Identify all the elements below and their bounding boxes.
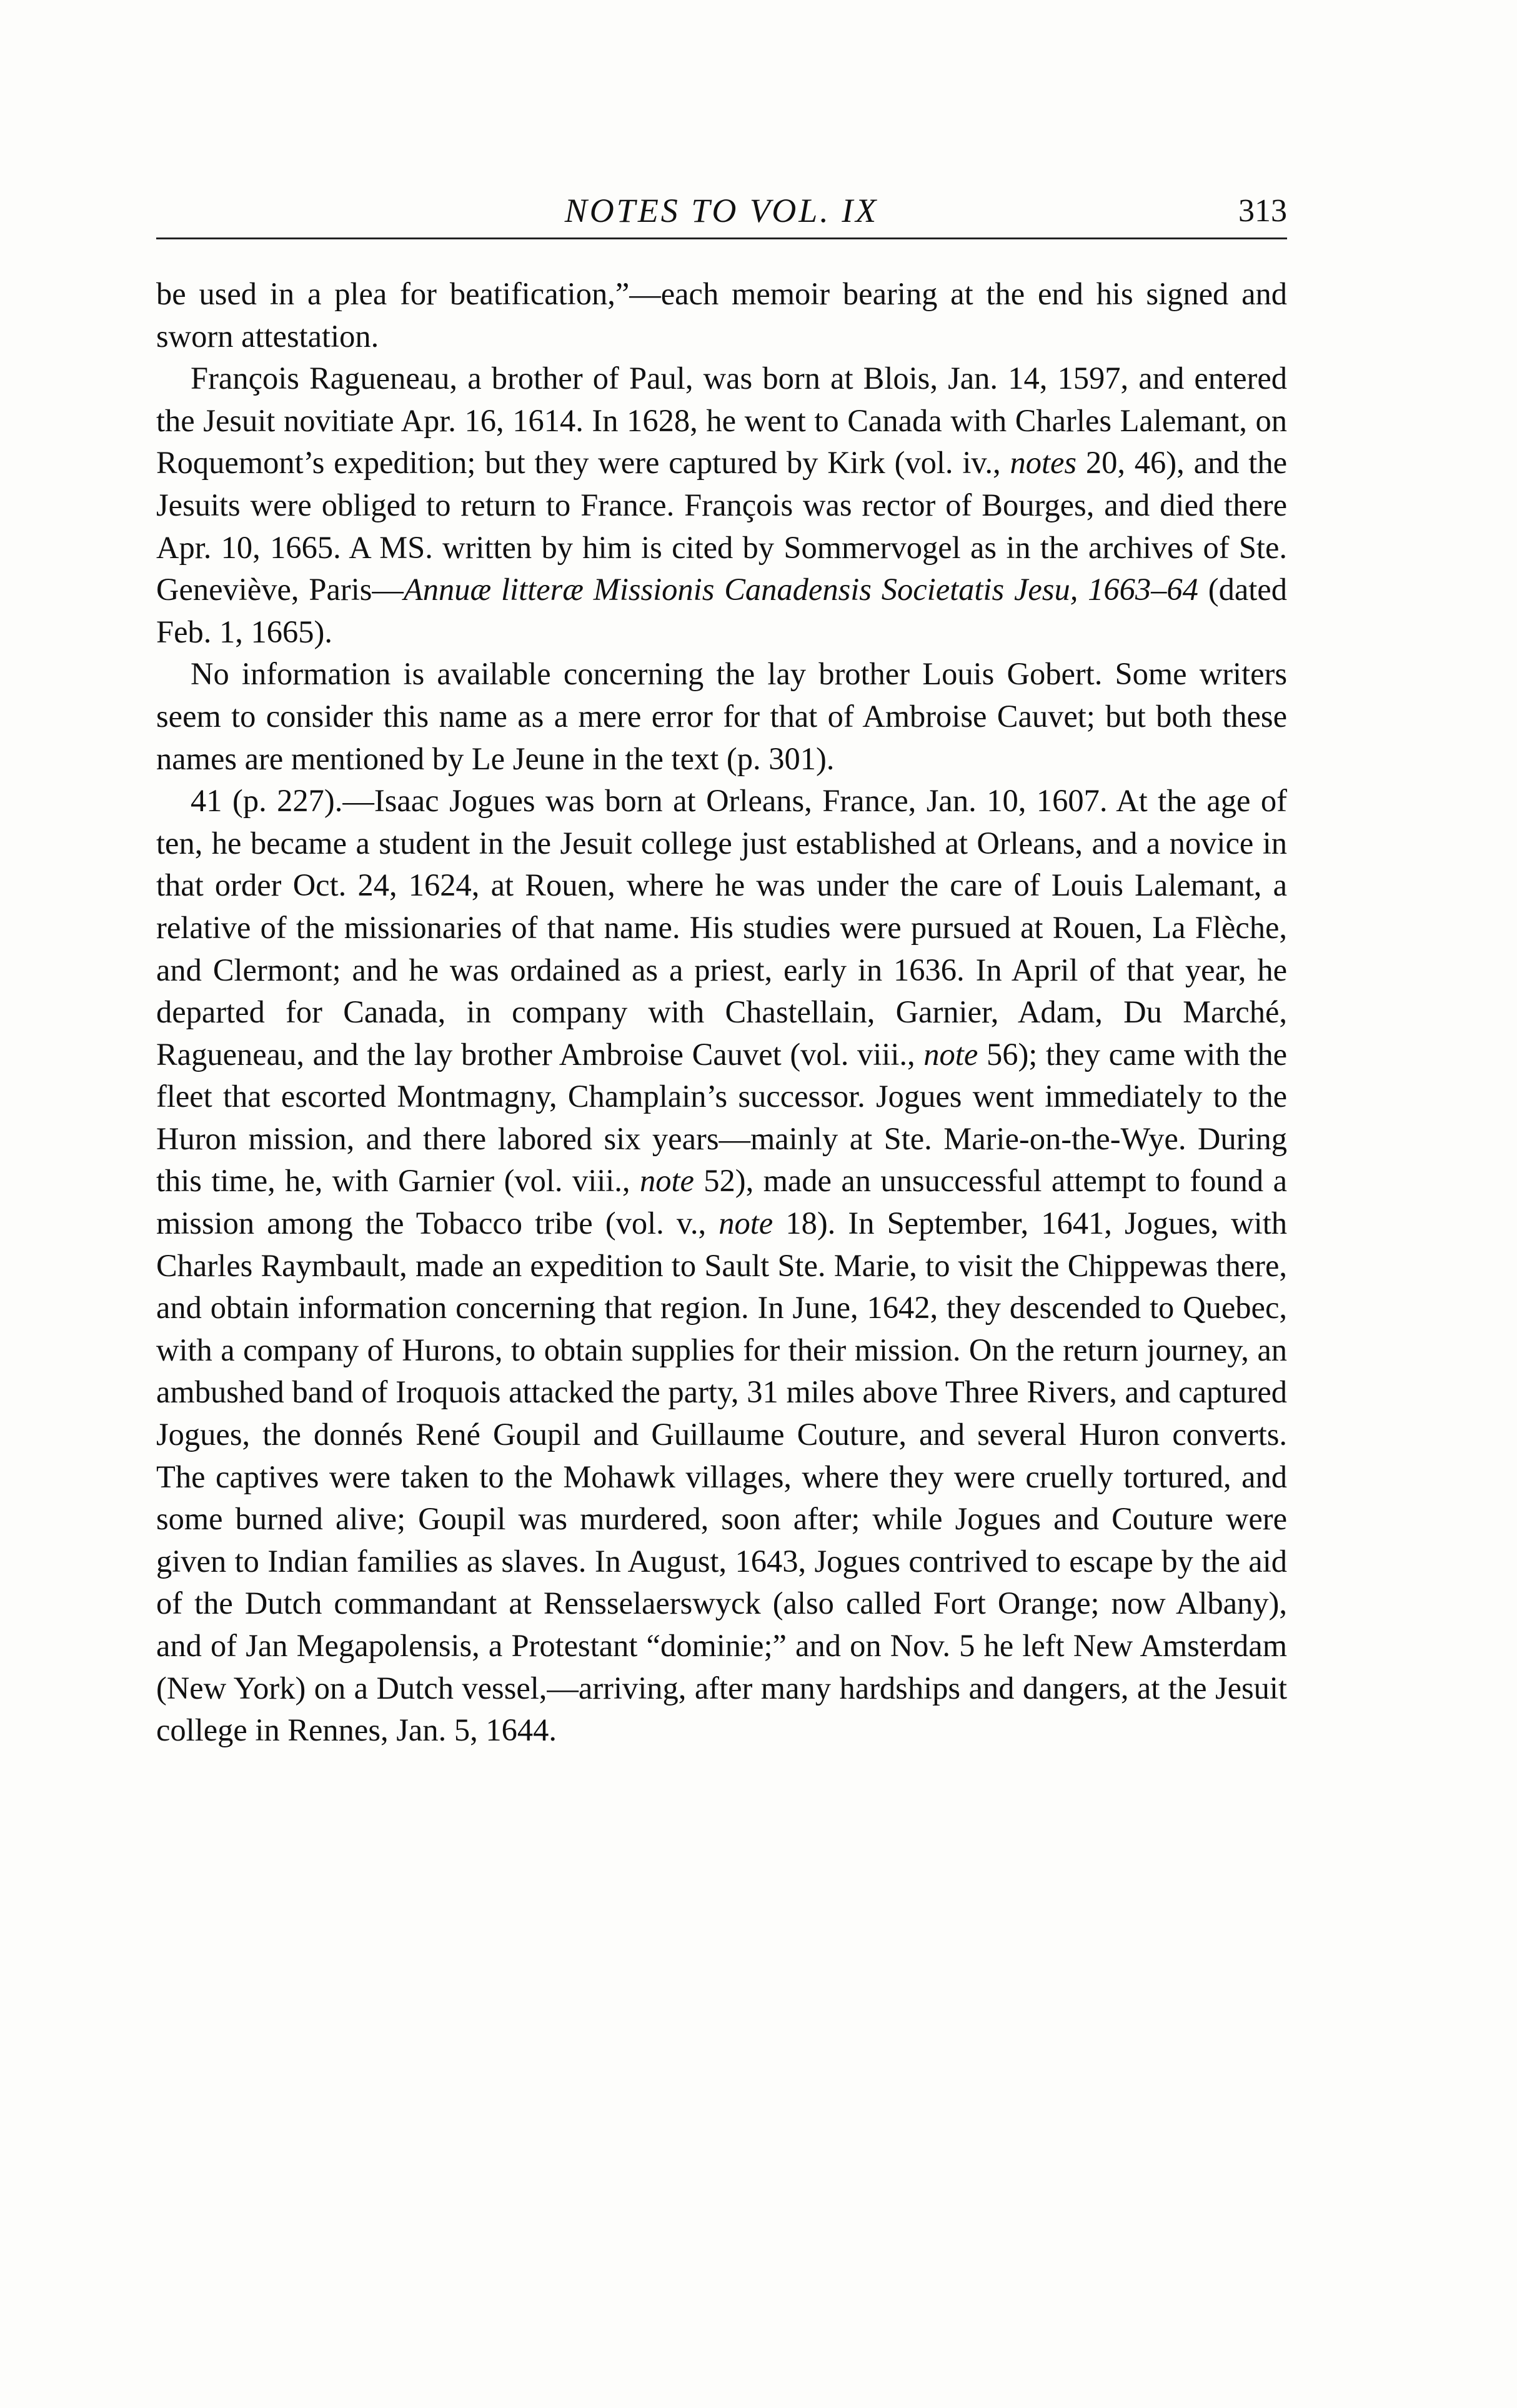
italic-text-run: note: [719, 1206, 773, 1241]
text-run: 20, 46), and the Jesuits were obliged to return to France. François was rector of Bourges, and died there Apr. 10, 1665. A MS. written by him is cited by Sommervogel as in the archives of Ste. Geneviève, Paris—: [156, 445, 1287, 607]
paragraph: [156, 653, 1287, 780]
italic-text-run: note: [639, 1163, 694, 1199]
italic-text-run: Annuæ litteræ Missionis Canadensis Societatis Jesu, 1663–64: [403, 572, 1198, 607]
book-page: [156, 187, 1287, 1752]
text-run: 18). In September, 1641, Jogues, with Charles Raymbault, made an expedition to Sault Ste. Marie, to visit the Chippewas there, and obtain information concerning that region. In June, 1642, they descended to Quebec, with a company of Hurons, to obtain supplies for their mission. On the return journey, an ambushed band of Iroquois attacked the party, 31 miles above Three Rivers, and captured Jogues, the donnés René Goupil and Guillaume Couture, and several Huron converts. The captives were taken to the Mohawk villages, where they were cruelly tortured, and some burned alive; Goupil was murdered, soon after; while Jogues and Couture were given to Indian families as slaves. In August, 1643, Jogues contrived to escape by the aid of the Dutch commandant at Rensselaerswyck (also called Fort Orange; now Albany), and of Jan Megapolensis, a Protestant “dominie;” and on Nov. 5 he left New Amsterdam (New York) on a Dutch vessel,—arriving, after many hardships and dangers, at the Jesuit college in Rennes, Jan. 5, 1644.: [156, 1206, 1287, 1748]
notes-body: [156, 273, 1287, 1752]
text-run: 41 (p. 227).—Isaac Jogues was born at Orleans, France, Jan. 10, 1607. At the age of ten, he became a student in the Jesuit college just established at Orleans, and a novice in that order Oct. 24, 1624, at Rouen, where he was under the care of Louis Lalemant, a relative of the missionaries of that name. His studies were pursued at Rouen, La Flèche, and Clermont; and he was ordained as a priest, early in 1636. In April of that year, he departed for Canada, in company with Chastellain, Garnier, Adam, Du Marché, Ragueneau, and the lay brother Ambroise Cauvet (vol. viii.,: [156, 783, 1287, 1072]
page-number: 313: [1238, 193, 1287, 229]
text-run: François Ragueneau, a brother of Paul, was born at Blois, Jan. 14, 1597, and entered the Jesuit novitiate Apr. 16, 1614. In 1628, he went to Canada with Charles Lalemant, on Roquemont’s expedition; but they were captured by Kirk (vol. iv.,: [156, 361, 1287, 481]
italic-text-run: note: [923, 1036, 978, 1072]
paragraph: [156, 273, 1287, 357]
text-run: be used in a plea for beatification,”—each memoir bearing at the end his signed and sworn attestation.: [156, 276, 1287, 354]
text-run: 52), made an unsuccessful attempt to found a mission among the Tobacco tribe (vol. v.,: [156, 1163, 1287, 1241]
text-run: 56); they came with the fleet that escorted Montmagny, Champlain’s successor. Jogues went immediately to the Huron mission, and there labored six years—mainly at Ste. Marie-on-the-Wye. During this time, he, with Garnier (vol. viii.,: [156, 1036, 1287, 1199]
text-run: No information is available concerning the lay brother Louis Gobert. Some writers seem to consider this name as a mere error for that of Ambroise Cauvet; but both these names are mentioned by Le Jeune in the text (p. 301).: [156, 656, 1287, 776]
paragraph: [156, 780, 1287, 1752]
paragraph: [156, 357, 1287, 653]
text-run: (dated Feb. 1, 1665).: [156, 572, 1287, 649]
running-title: NOTES TO VOL. IX: [564, 192, 879, 229]
running-head: [156, 187, 1287, 239]
italic-text-run: notes: [1010, 445, 1077, 481]
